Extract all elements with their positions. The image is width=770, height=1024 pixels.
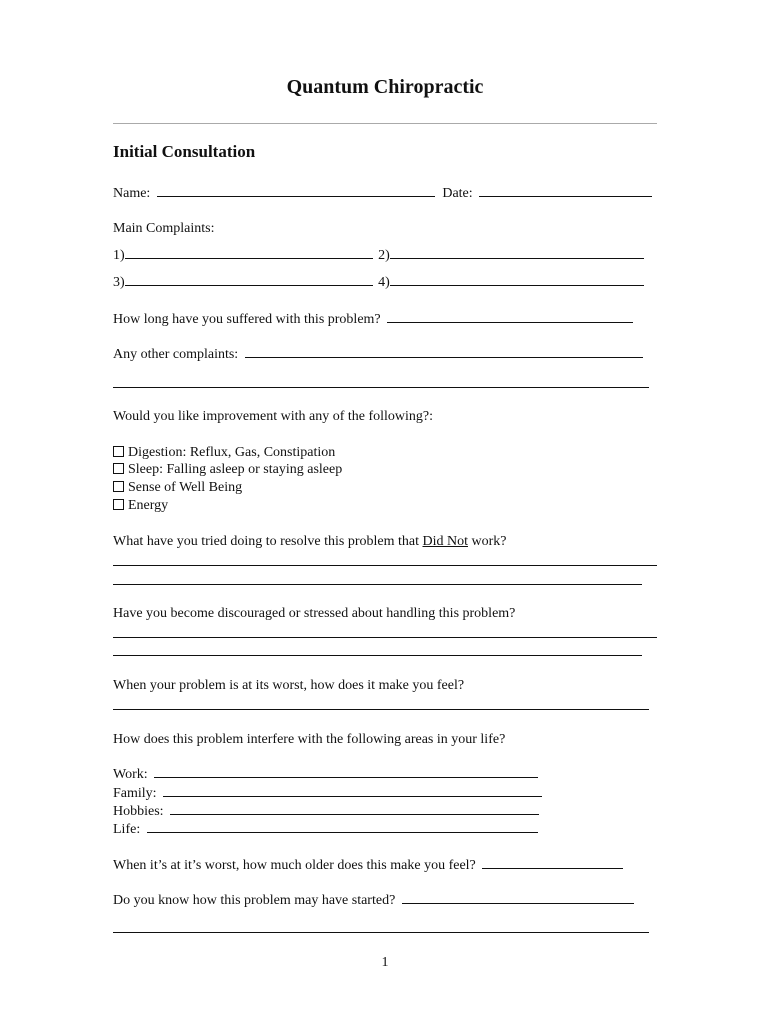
how-long-field[interactable]: [387, 310, 633, 323]
complaints-row-2: [113, 273, 644, 292]
main-complaints-label: Main Complaints:: [113, 221, 215, 236]
family-field[interactable]: [163, 784, 542, 797]
name-label: Name:: [113, 186, 151, 201]
work-field[interactable]: [154, 765, 538, 778]
checkbox-sleep[interactable]: [113, 463, 124, 474]
work-label: Work:: [113, 767, 148, 782]
started-field[interactable]: [402, 891, 634, 904]
how-long-label: How long have you suffered with this problem?: [113, 312, 381, 327]
checkbox-row[interactable]: [113, 479, 242, 497]
family-label: Family:: [113, 786, 157, 801]
page-title: Quantum Chiropractic: [286, 76, 484, 98]
started-question: Do you know how this problem may have started?: [113, 893, 396, 908]
checkbox-energy[interactable]: [113, 499, 124, 510]
life-area-row: [113, 784, 542, 803]
tried-answer-line-2[interactable]: [113, 584, 642, 585]
older-row: [113, 856, 623, 875]
checkbox-well-being[interactable]: [113, 481, 124, 492]
worst-feel-answer-line[interactable]: [113, 709, 649, 710]
complaints-row-1: [113, 246, 644, 265]
date-field[interactable]: [479, 184, 652, 197]
improvement-question: Would you like improvement with any of the following?:: [113, 409, 434, 424]
life-area-row: [113, 765, 538, 784]
name-date-row: [113, 184, 652, 203]
other-complaints-row: [113, 345, 643, 364]
complaint-1-label: 1): [113, 248, 125, 263]
complaint-3-label: 3): [113, 275, 125, 290]
checkbox-digestion[interactable]: [113, 446, 124, 457]
option-well-being-label: Sense of Well Being: [128, 480, 243, 495]
tried-question-suffix: work?: [467, 534, 507, 549]
section-title: Initial Consultation: [113, 142, 256, 161]
how-long-row: [113, 310, 633, 329]
other-complaints-label: Any other complaints:: [113, 347, 239, 362]
name-field[interactable]: [157, 184, 435, 197]
option-digestion-label: Digestion: Reflux, Gas, Constipation: [128, 445, 336, 460]
date-label: Date:: [442, 186, 473, 201]
option-energy-label: Energy: [128, 498, 169, 513]
hobbies-label: Hobbies:: [113, 804, 164, 819]
life-label: Life:: [113, 822, 141, 837]
checkbox-row[interactable]: [113, 444, 335, 462]
discouraged-answer-line-1[interactable]: [113, 637, 657, 638]
discouraged-answer-line-2[interactable]: [113, 655, 642, 656]
other-complaints-extra-line[interactable]: [113, 387, 649, 388]
complaint-4-label: 4): [378, 275, 390, 290]
worst-feel-question: When your problem is at its worst, how does it make you feel?: [113, 678, 465, 693]
complaint-1-field[interactable]: [125, 246, 373, 259]
complaint-2-field[interactable]: [390, 246, 644, 259]
title-divider: [113, 123, 657, 124]
life-area-row: [113, 802, 539, 821]
older-question: When it’s at it’s worst, how much older does this make you feel?: [113, 858, 476, 873]
interfere-question: How does this problem interfere with the following areas in your life?: [113, 732, 506, 747]
tried-question-prefix: What have you tried doing to resolve this problem that: [113, 534, 423, 549]
checkbox-row[interactable]: [113, 497, 168, 515]
discouraged-question: Have you become discouraged or stressed about handling this problem?: [113, 606, 516, 621]
complaint-4-field[interactable]: [390, 273, 644, 286]
complaint-3-field[interactable]: [125, 273, 373, 286]
checkbox-row[interactable]: [113, 461, 342, 479]
option-sleep-label: Sleep: Falling asleep or staying asleep: [128, 462, 343, 477]
tried-answer-line-1[interactable]: [113, 565, 657, 566]
started-row: [113, 891, 634, 910]
life-field[interactable]: [147, 820, 538, 833]
hobbies-field[interactable]: [170, 802, 539, 815]
page-number: 1: [381, 955, 389, 970]
tried-question-emphasis: Did Not: [422, 534, 468, 549]
older-field[interactable]: [482, 856, 623, 869]
started-answer-line[interactable]: [113, 932, 649, 933]
tried-question: [113, 533, 506, 551]
complaint-2-label: 2): [378, 248, 390, 263]
life-area-row: [113, 820, 538, 839]
other-complaints-field[interactable]: [245, 345, 643, 358]
